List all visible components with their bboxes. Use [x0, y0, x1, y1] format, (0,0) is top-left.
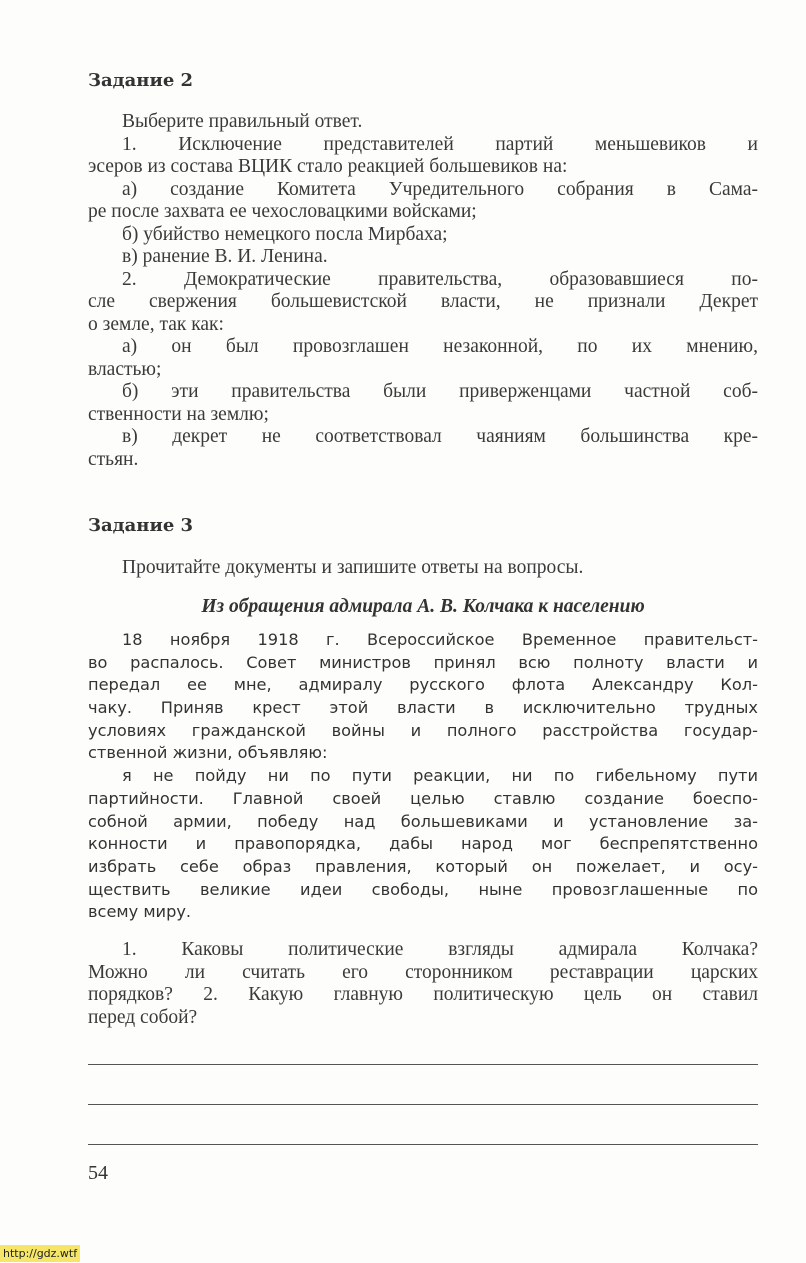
- document-line: всему миру.: [88, 902, 192, 922]
- document-line: партийности. Главной своей целью ставлю создание боеспо-: [88, 788, 758, 808]
- document-line: во распалось. Совет министров принял всю полноту власти и: [88, 652, 758, 672]
- answer-line[interactable]: [88, 1064, 758, 1065]
- task-2-heading: Задание 2: [88, 70, 194, 91]
- document-line: я не пойду ни по пути реакции, ни по гибельному пути: [122, 766, 758, 786]
- document-line: собной армии, победу над большевиками и установление за-: [88, 811, 758, 831]
- document-line: 18 ноября 1918 г. Всероссийское Временное правительст-: [122, 630, 758, 649]
- task-2-body: [88, 111, 758, 471]
- question-line: 1. Каковы политические взгляды адмирала Колчака?: [122, 939, 758, 960]
- task-2-line: 2. Демократические правительства, образовавшиеся по-: [122, 268, 758, 290]
- watermark: http://gdz.wtf: [0, 1245, 80, 1262]
- task-2-line: в) ранение В. И. Ленина.: [122, 246, 328, 267]
- task-2-line: властью;: [88, 358, 162, 380]
- task-2-line: б) эти правительства были приверженцами частной соб-: [122, 381, 758, 402]
- document-text: [88, 629, 758, 924]
- answer-line[interactable]: [88, 1144, 758, 1145]
- document-line: ществить великие идеи свободы, ныне провозглашенные по: [88, 879, 758, 899]
- page-number: 54: [88, 1162, 108, 1184]
- task-3-heading: Задание 3: [88, 515, 194, 536]
- document-line: избрать себе образ правления, который он пожелает, и осу-: [88, 856, 758, 876]
- document-line: конности и правопорядка, дабы народ мог беспрепятственно: [88, 834, 758, 854]
- question-line: порядков? 2. Какую главную политическую цель он ставил: [88, 984, 758, 1005]
- questions: [88, 939, 758, 1029]
- document-line: ственной жизни, объявляю:: [88, 743, 328, 763]
- task-2-line: сле свержения большевистской власти, не признали Декрет: [88, 291, 758, 312]
- task-2-line: а) он был провозглашен незаконной, по их мнению,: [122, 336, 758, 357]
- task-2-line: о земле, так как:: [88, 313, 224, 335]
- answer-line[interactable]: [88, 1104, 758, 1105]
- task-2-line: стьян.: [88, 448, 139, 470]
- task-2-line: Выберите правильный ответ.: [122, 111, 363, 132]
- task-2-line: а) создание Комитета Учредительного собрания в Сама-: [122, 178, 758, 200]
- instruction-text: Прочитайте документы и запишите ответы на вопросы.: [122, 557, 584, 578]
- task-3-instruction: [88, 557, 758, 580]
- question-line: Можно ли считать его сторонником реставрации царских: [88, 961, 758, 983]
- task-2-line: б) убийство немецкого посла Мирбаха;: [122, 223, 448, 245]
- document-line: чаку. Приняв крест этой власти в исключительно трудных: [88, 698, 758, 718]
- document-line: передал ее мне, адмиралу русского флота Александру Кол-: [88, 675, 758, 695]
- task-2-line: в) декрет не соответствовал чаяниям большинства кре-: [122, 426, 758, 447]
- document-title: Из обращения адмирала А. В. Колчака к населению: [201, 596, 645, 617]
- task-2-line: ственности на землю;: [88, 403, 269, 425]
- task-2-line: 1. Исключение представителей партий меньшевиков и: [122, 133, 758, 155]
- question-line: перед собой?: [88, 1006, 198, 1028]
- task-2-line: ре после захвата ее чехословацкими войсками;: [88, 201, 477, 222]
- task-2-line: эсеров из состава ВЦИК стало реакцией большевиков на:: [88, 156, 568, 177]
- document-line: условиях гражданской войны и полного расстройства государ-: [88, 720, 758, 740]
